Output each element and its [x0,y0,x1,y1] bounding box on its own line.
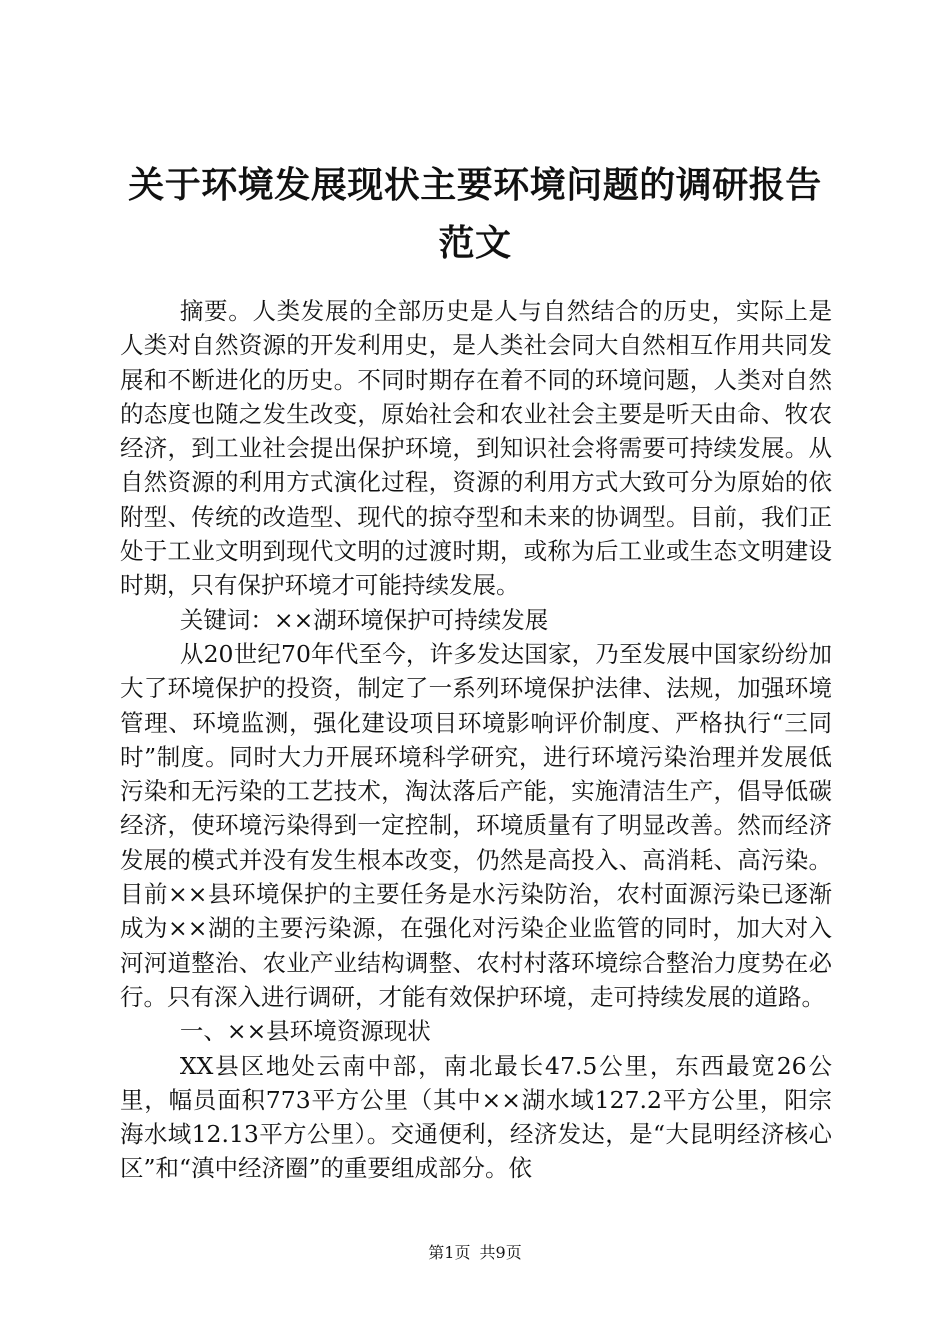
section-heading: 一、××县环境资源现状 [179,1017,431,1046]
intro-paragraph: 从20世纪70年代至今，许多发达国家，乃至发展中国家纷纷加大了环境保护的投资，制定了一系列环境保护法律、法规，加强环境管理、环境监测，强化建设项目环境影响评价制度、严格执行“三同时”制度。同时大力开展环境科学研究，进行环境污染治理并发展低污染和无污染的工艺技术，淘汰落后产能，实施清洁生产，倡导低碳经济，使环境污染得到一定控制，环境质量有了明显改善。然而经济发展的模式并没有发生根本改变，仍然是高投入、高消耗、高污染。目前××县环境保护的主要任务是水污染防治，农村面源污染已逐渐成为××湖的主要污染源，在强化对污染企业监管的同时，加大对入河河道整治、农业产业结构调整、农村村落环境综合整治力度势在必行。只有深入进行调研，才能有效保护环境，走可持续发展的道路。 [120,639,832,1011]
page-number: 第1页 [428,1243,471,1262]
section-paragraph: XX县区地处云南中部，南北最长47.5公里，东西最宽26公里，幅员面积773平方公里（其中××湖水域127.2平方公里，阳宗海水域12.13平方公里）。交通便利，经济发达，是“大昆明经济核心区”和“滇中经济圈”的重要组成部分。依 [120,1051,832,1183]
keywords-paragraph: 关键词：××湖环境保护可持续发展 [179,605,549,634]
abstract-paragraph: 摘要。人类发展的全部历史是人与自然结合的历史，实际上是人类对自然资源的开发利用史，是人类社会同大自然相互作用共同发展和不断进化的历史。不同时期存在着不同的环境问题，人类对自然的态度也随之发生改变，原始社会和农业社会主要是听天由命、牧农经济，到工业社会提出保护环境，到知识社会将需要可持续发展。从自然资源的利用方式演化过程，资源的利用方式大致可分为原始的依附型、传统的改造型、现代的掠夺型和未来的协调型。目前，我们正处于工业文明到现代文明的过渡时期，或称为后工业或生态文明建设时期，只有保护环境才可能持续发展。 [120,297,832,600]
page-total: 共9页 [479,1243,522,1262]
document-title: 关于环境发展现状主要环境问题的调研报告范文 [128,164,822,264]
document-body [120,294,832,1186]
page-footer [0,1242,950,1264]
